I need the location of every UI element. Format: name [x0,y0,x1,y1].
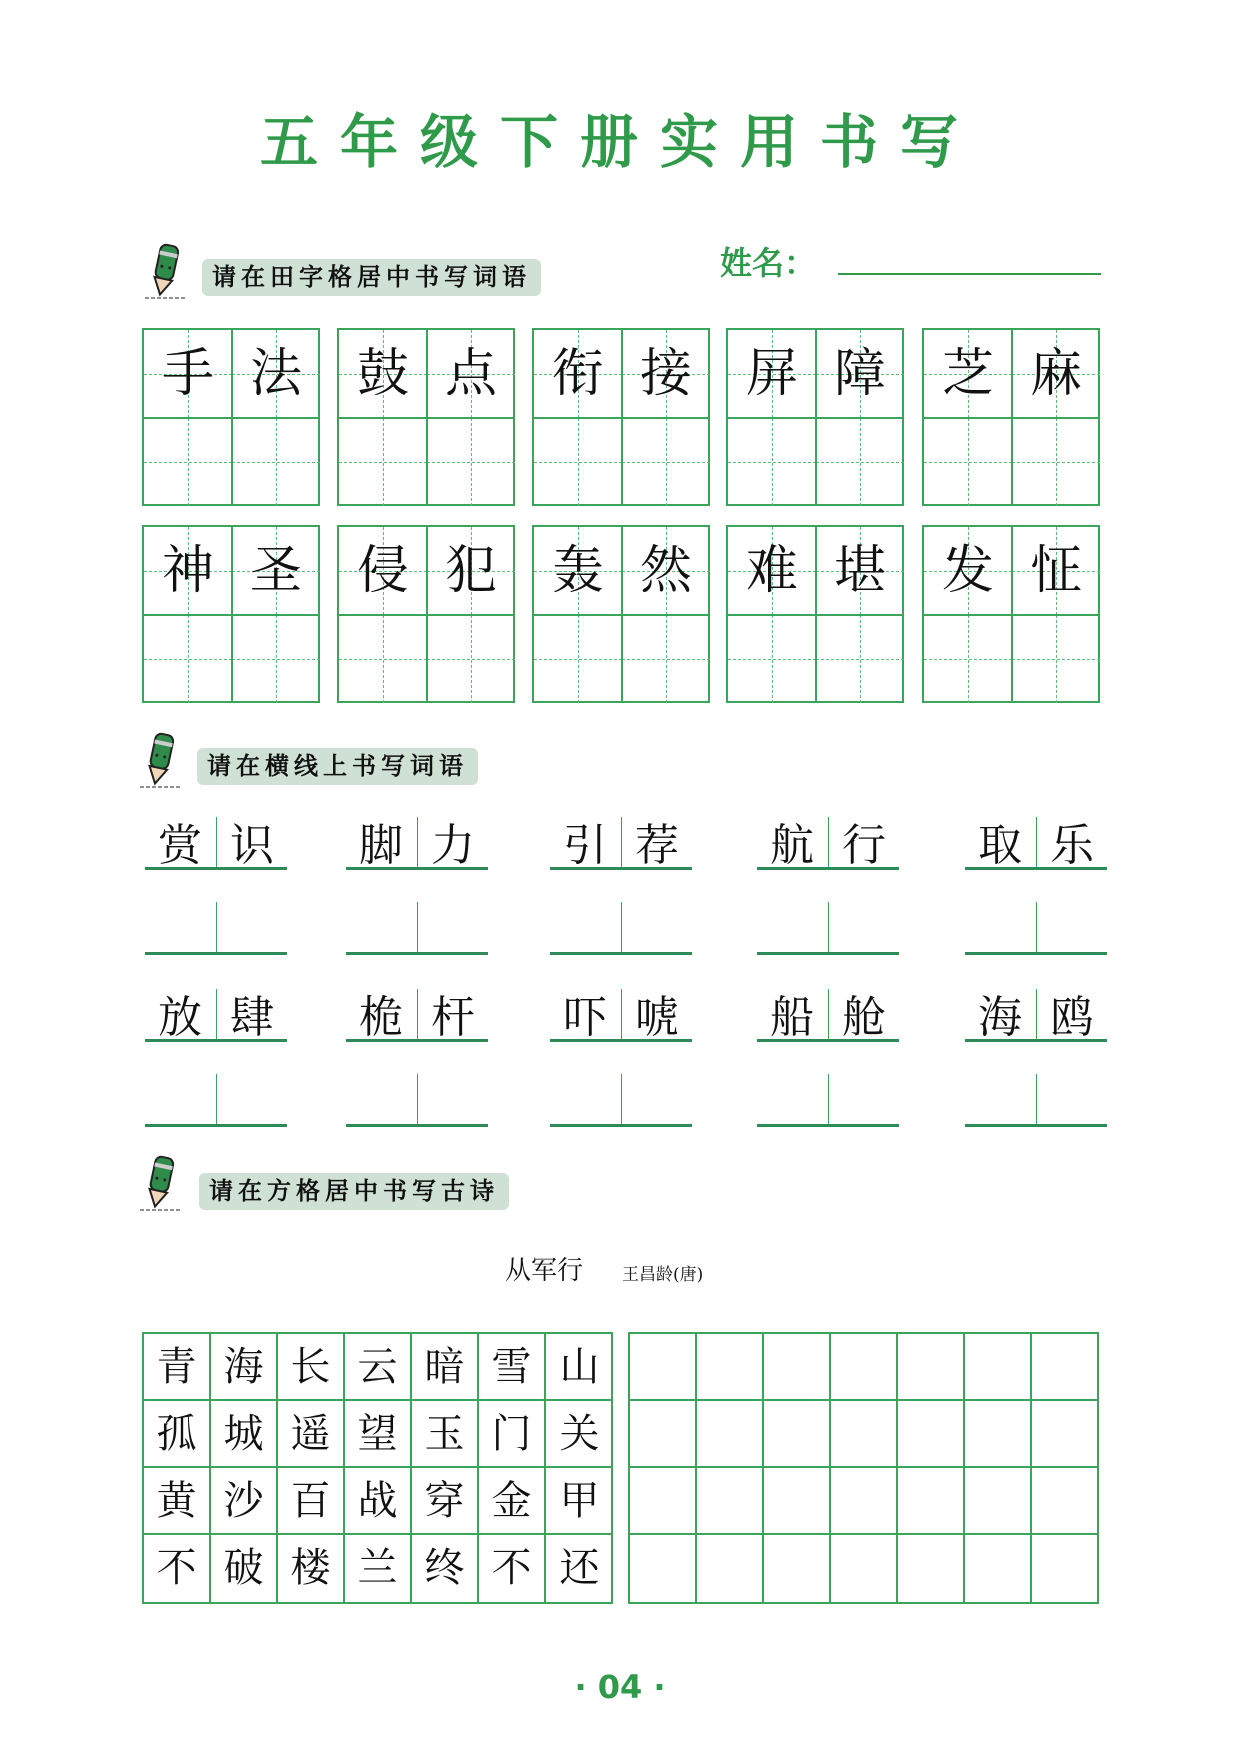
line-divider [216,817,217,867]
guide-line-v [860,418,861,506]
guide-line-v [666,418,667,506]
tianzige-cell[interactable] [816,418,904,506]
section-label-poem: 请在方格居中书写古诗 [199,1173,509,1210]
guide-line-v [276,615,277,703]
word-char: 鸥 [1050,992,1094,1043]
tianzige-box [337,525,515,703]
tianzige-cell[interactable] [728,418,816,506]
grid-cell[interactable] [898,1468,965,1535]
tianzige-cell[interactable] [622,527,710,615]
tianzige-cell[interactable] [427,527,515,615]
tianzige-cell[interactable] [924,330,1012,418]
grid-cell[interactable] [630,1334,697,1401]
word-char: 船 [770,992,814,1043]
grid-cell[interactable] [1032,1468,1099,1535]
grid-cell[interactable] [697,1334,764,1401]
word-char: 侵 [356,541,409,601]
line-divider [828,1074,829,1124]
grid-cell[interactable] [1032,1401,1099,1468]
cell-divider [144,614,318,616]
guide-line-v [666,615,667,703]
tianzige-cell[interactable] [534,418,622,506]
guide-line-v [1056,615,1057,703]
tianzige-cell[interactable] [144,330,232,418]
grid-cell[interactable] [630,1401,697,1468]
poem-char: 玉 [412,1401,479,1468]
word-char: 神 [161,541,214,601]
line-divider [417,1074,418,1124]
tianzige-cell[interactable] [339,418,427,506]
poem-char: 还 [559,1545,600,1591]
writing-line[interactable] [757,952,899,955]
cell-divider [339,417,513,419]
cell-divider [728,417,902,419]
page-number: · 04 · [574,1668,666,1706]
line-divider [621,989,622,1039]
grid-cell[interactable] [898,1334,965,1401]
poem-char: 青 [144,1334,211,1401]
poem-char: 遥 [278,1401,345,1468]
writing-line[interactable] [346,1124,488,1127]
word-char: 识 [230,820,274,871]
word-char: 手 [161,344,214,404]
tianzige-box [142,525,320,703]
tianzige-cell[interactable] [534,615,622,703]
tianzige-cell[interactable] [144,418,232,506]
cell-divider [339,614,513,616]
tianzige-cell[interactable] [144,615,232,703]
guide-line-v [772,418,773,506]
grid-cell[interactable] [965,1535,1032,1602]
word-char: 唬 [635,992,679,1043]
tianzige-box [142,328,320,506]
poem-char: 门 [479,1401,546,1468]
tianzige-cell[interactable] [339,330,427,418]
grid-cell[interactable] [764,1401,831,1468]
tianzige-cell[interactable] [816,527,904,615]
tianzige-cell[interactable] [924,615,1012,703]
poem-char: 山 [546,1334,613,1401]
tianzige-cell[interactable] [427,615,515,703]
word-char: 杆 [431,992,475,1043]
line-divider [621,1074,622,1124]
grid-cell[interactable] [831,1334,898,1401]
tianzige-cell[interactable] [924,418,1012,506]
guide-line-v [1056,418,1057,506]
practice-grid [628,1332,1099,1604]
grid-cell[interactable] [831,1401,898,1468]
guide-line-v [383,615,384,703]
grid-cell[interactable] [630,1535,697,1602]
tianzige-cell[interactable] [622,418,710,506]
word-char: 脚 [359,820,403,871]
tianzige-box [726,328,904,506]
tianzige-cell[interactable] [339,527,427,615]
word-char: 吓 [563,992,607,1043]
word-char: 海 [978,992,1022,1043]
poem-char: 海 [211,1334,278,1401]
word-char: 舱 [842,992,886,1043]
grid-cell[interactable] [898,1401,965,1468]
poem-char: 云 [345,1334,412,1401]
guide-line-v [772,615,773,703]
word-char: 堪 [833,541,886,601]
writing-line[interactable] [346,952,488,955]
grid-cell[interactable] [697,1468,764,1535]
poem-author: 王昌龄(唐) [622,1265,704,1285]
line-divider [1036,1074,1037,1124]
section-label-tianzige: 请在田字格居中书写词语 [202,259,541,296]
tianzige-cell[interactable] [534,527,622,615]
word-char: 轰 [551,541,604,601]
pencil-icon [140,732,180,788]
poem-char: 暗 [412,1334,479,1401]
writing-line[interactable] [145,952,287,955]
guide-line-v [383,418,384,506]
tianzige-cell[interactable] [816,330,904,418]
tianzige-cell[interactable] [232,527,320,615]
tianzige-cell[interactable] [1012,527,1100,615]
grid-cell[interactable] [1032,1535,1099,1602]
pencil-icon [145,243,185,299]
poem-char: 雪 [479,1334,546,1401]
word-char: 圣 [249,541,302,601]
guide-line-v [968,418,969,506]
tianzige-box [532,525,710,703]
line-divider [216,989,217,1039]
section-label-lines: 请在横线上书写词语 [197,748,478,785]
pencil-icon [140,1155,180,1211]
poem-char: 城 [211,1401,278,1468]
poem-char: 长 [278,1334,345,1401]
tianzige-cell[interactable] [427,330,515,418]
tianzige-cell[interactable] [232,330,320,418]
word-char: 放 [158,992,202,1043]
poem-char: 关 [546,1401,613,1468]
line-divider [1036,989,1037,1039]
tianzige-cell[interactable] [1012,615,1100,703]
line-divider [417,902,418,952]
guide-line-v [578,418,579,506]
word-char: 难 [745,541,798,601]
guide-line-v [471,418,472,506]
tianzige-cell[interactable] [728,615,816,703]
word-char: 鼓 [356,344,409,404]
tianzige-cell[interactable] [232,615,320,703]
writing-line[interactable] [550,952,692,955]
tianzige-cell[interactable] [728,527,816,615]
tianzige-cell[interactable] [1012,330,1100,418]
line-divider [417,817,418,867]
cell-divider [924,417,1098,419]
grid-cell[interactable] [831,1468,898,1535]
tianzige-cell[interactable] [1012,418,1100,506]
word-char: 取 [978,820,1022,871]
cell-divider [534,614,708,616]
writing-line[interactable] [145,1124,287,1127]
poem-char: 楼 [278,1535,345,1602]
tianzige-cell[interactable] [924,527,1012,615]
word-char: 桅 [359,992,403,1043]
word-char: 乐 [1050,820,1094,871]
word-char: 肆 [230,992,274,1043]
cell-divider [144,417,318,419]
writing-line[interactable] [965,952,1107,955]
line-divider [828,817,829,867]
name-input-line[interactable] [838,273,1101,275]
grid-cell[interactable] [965,1468,1032,1535]
poem-char: 甲 [546,1468,613,1535]
cell-divider [728,614,902,616]
word-char: 衔 [551,344,604,404]
word-char: 怔 [1029,541,1082,601]
line-divider [216,902,217,952]
tianzige-cell[interactable] [534,330,622,418]
guide-line-v [578,615,579,703]
grid-cell[interactable] [965,1334,1032,1401]
word-char: 然 [639,541,692,601]
tianzige-box [337,328,515,506]
tianzige-cell[interactable] [728,330,816,418]
poem-char: 终 [412,1535,479,1602]
grid-cell[interactable] [630,1468,697,1535]
poem-char: 沙 [211,1468,278,1535]
tianzige-cell[interactable] [339,615,427,703]
word-char: 点 [444,344,497,404]
tianzige-cell[interactable] [232,418,320,506]
word-char: 障 [833,344,886,404]
poem-char: 穿 [412,1468,479,1535]
tianzige-cell[interactable] [144,527,232,615]
word-char: 航 [770,820,814,871]
poem-char: 百 [278,1468,345,1535]
line-divider [828,989,829,1039]
line-divider [621,817,622,867]
poem-text-grid [142,1332,613,1604]
tianzige-cell[interactable] [816,615,904,703]
word-char: 力 [431,820,475,871]
tianzige-cell[interactable] [622,615,710,703]
line-divider [1036,902,1037,952]
word-char: 行 [842,820,886,871]
poem-char: 破 [211,1535,278,1602]
name-label: 姓名： [720,244,817,282]
poem-title: 从军行 [505,1256,584,1286]
cell-divider [534,417,708,419]
word-char: 发 [941,541,994,601]
line-divider [417,989,418,1039]
poem-char: 不 [144,1535,211,1602]
line-divider [621,902,622,952]
tianzige-box [922,328,1100,506]
tianzige-cell[interactable] [622,330,710,418]
word-char: 屏 [745,344,798,404]
tianzige-box [532,328,710,506]
grid-cell[interactable] [764,1468,831,1535]
word-char: 引 [563,820,607,871]
grid-cell[interactable] [697,1535,764,1602]
poem-char: 黄 [144,1468,211,1535]
tianzige-box [922,525,1100,703]
line-divider [828,902,829,952]
guide-line-v [188,418,189,506]
line-divider [1036,817,1037,867]
guide-line-v [968,615,969,703]
poem-char: 兰 [345,1535,412,1602]
grid-cell[interactable] [965,1401,1032,1468]
guide-line-v [471,615,472,703]
tianzige-cell[interactable] [427,418,515,506]
grid-cell[interactable] [831,1535,898,1602]
word-char: 法 [249,344,302,404]
poem-char: 望 [345,1401,412,1468]
grid-cell[interactable] [898,1535,965,1602]
poem-char: 金 [479,1468,546,1535]
grid-cell[interactable] [697,1401,764,1468]
word-char: 麻 [1029,344,1082,404]
writing-line[interactable] [550,1124,692,1127]
poem-char: 战 [345,1468,412,1535]
poem-char: 不 [479,1535,546,1602]
line-divider [216,1074,217,1124]
grid-cell[interactable] [764,1535,831,1602]
writing-line[interactable] [757,1124,899,1127]
poem-char: 孤 [144,1401,211,1468]
word-char: 荐 [635,820,679,871]
writing-line[interactable] [965,1124,1107,1127]
guide-line-v [188,615,189,703]
cell-divider [924,614,1098,616]
tianzige-box [726,525,904,703]
guide-line-v [860,615,861,703]
word-char: 赏 [158,820,202,871]
page-title: 五年级下册实用书写 [259,108,980,176]
word-char: 芝 [941,344,994,404]
grid-cell[interactable] [1032,1334,1099,1401]
guide-line-v [276,418,277,506]
word-char: 接 [639,344,692,404]
grid-cell[interactable] [764,1334,831,1401]
word-char: 犯 [444,541,497,601]
